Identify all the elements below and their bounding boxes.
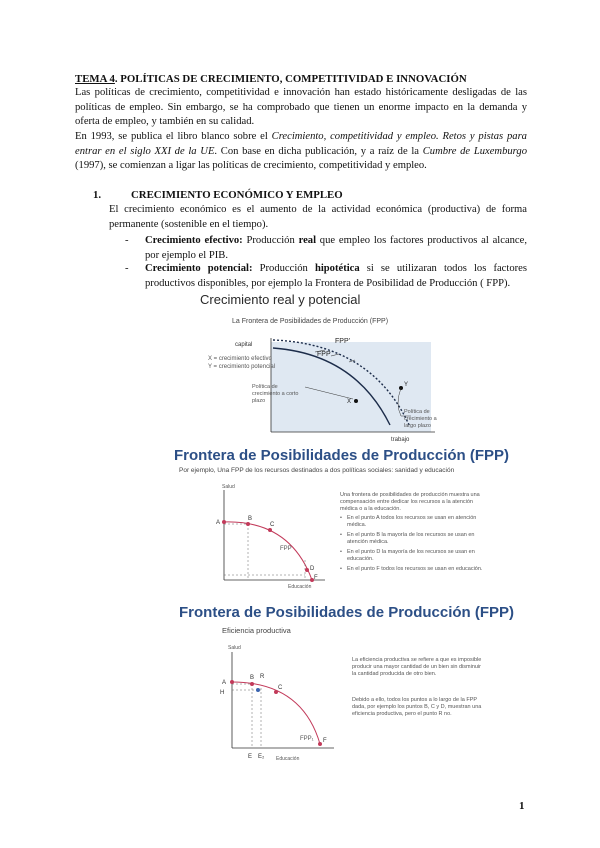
cumbre-name: Cumbre de Luxemburgo — [422, 145, 527, 157]
bullet-text: Producción — [252, 263, 315, 274]
figure3-y-label: Salud — [228, 645, 241, 651]
figure2-items — [340, 515, 490, 576]
bullet-text: si se utilizaran todos los factores productivos disponibles, por ejemplo la Frontera de Posibilidad de Producción ( FPP). — [145, 263, 527, 289]
figure2-title: Frontera de Posibilidades de Producción (FPP) — [174, 447, 510, 464]
figure3-subtitle: Eficiencia productiva — [222, 626, 291, 635]
bullet-text: Producción — [242, 235, 299, 246]
document-title — [75, 72, 467, 87]
figure2-item: • En el punto F todos los recursos se usan en educación. — [340, 566, 490, 573]
bullet-keyword: real — [298, 235, 317, 246]
section-title: CRECIMIENTO ECONÓMICO Y EMPLEO — [131, 189, 343, 201]
figure2-label-c: C — [270, 522, 275, 528]
figure2-label-d: D — [310, 566, 315, 572]
figure3-graph — [212, 640, 337, 765]
figure3-point-r — [256, 688, 260, 692]
figure3-point-f — [318, 742, 322, 746]
figure1-y-point-label: Y — [404, 382, 409, 388]
figure2-point-b — [246, 522, 250, 526]
figure2-y-label: Salud — [222, 484, 235, 490]
bullet-dash: - — [125, 263, 129, 274]
figure3-label-a: A — [222, 680, 227, 686]
figure3-text1: La eficiencia productiva se refiere a que es imposible producir una mayor cantidad de un bien sin disminuir la cantidad producida de otro bien. — [352, 657, 482, 677]
figure2-fpp-label: FPP — [280, 546, 292, 552]
intro-p2-c: (1997), se comienzan a ligar las políticas de crecimiento, competitividad y empleo. — [75, 160, 427, 171]
figure2-graph — [200, 480, 330, 595]
figure1-y-label: capital — [235, 342, 253, 348]
figure1-note-left: Política de crecimiento a corto plazo — [252, 384, 299, 404]
figure2-label-a: A — [216, 520, 221, 526]
figure1-x-point-label: X — [347, 399, 352, 405]
figure3-title: Frontera de Posibilidades de Producción (FPP) — [179, 604, 515, 621]
tema-label: TEMA 4 — [75, 73, 115, 85]
bullet-keyword: hipotética — [314, 263, 360, 274]
figure2-fpp-curve — [224, 522, 312, 580]
bullet-text: que empleo los factores productivos al alcance, por ejemplo el PIB. — [145, 235, 527, 261]
figure1-legend-x: X = crecimiento efectivo — [208, 356, 272, 362]
bullet-term: Crecimiento efectivo: — [145, 235, 243, 246]
figure2-point-d — [305, 568, 309, 572]
figure3-label-r: R — [260, 674, 265, 680]
figure3-point-b — [250, 682, 254, 686]
figure2-item: • En el punto B la mayoría de los recursos se usan en atención médica. — [340, 532, 490, 546]
figure2-item: • En el punto D la mayoría de los recursos se usan en educación. — [340, 549, 490, 563]
section-heading — [93, 188, 343, 203]
tema-title: . POLÍTICAS DE CRECIMIENTO, COMPETITIVIDAD E INNOVACIÓN — [114, 73, 467, 85]
figure1-title: Crecimiento real y potencial — [200, 292, 361, 307]
figure3-tick-e: E — [248, 754, 253, 760]
book-title: Crecimiento, competitividad y empleo. Retos y pistas para entrar en el siglo XXI de la UE — [75, 131, 527, 157]
intro-p2-b: . Con base en dicha publicación, y a raíz de la — [214, 145, 423, 157]
bullet-crecimiento-potencial — [127, 262, 527, 291]
figure3-tick-e2: E₂ — [258, 754, 265, 760]
figure2-x-label: Educación — [288, 584, 312, 590]
figure2-label-f: F — [314, 575, 318, 581]
section-number: 1. — [93, 189, 102, 201]
section-definition: El crecimiento económico es el aumento de la actividad económica (productiva) de forma permanente (sostenible en el tiempo). — [109, 204, 527, 230]
figure3-label-b: B — [250, 675, 255, 681]
figure3-point-a — [230, 680, 234, 684]
figure2-subtitle: Por ejemplo, Una FPP de los recursos destinados a dos políticas sociales: sanidad y educación — [179, 467, 455, 474]
figure1-fpp2-label: FPP' — [335, 338, 350, 345]
figure3-label-c: C — [278, 685, 283, 691]
figure2-point-a — [222, 520, 226, 524]
figure3-fpp-label: FPP₁ — [300, 736, 314, 742]
figure1-x-label: trabajo — [391, 437, 410, 443]
intro-paragraph-2 — [75, 130, 527, 174]
figure3-text2: Debido a ello, todos los puntos a lo largo de la FPP dada, por ejemplo los puntos B, C y D, muestran una eficiencia productiva, pero el punto R no. — [352, 697, 482, 717]
intro-paragraph-1: Las políticas de crecimiento, competitividad e innovación han estado históricamente desligadas de las políticas de empleo. Sin embargo, se ha comprobado que tienen un enorme impacto en la demanda y oferta de empleo, y también en su calidad. — [75, 87, 527, 127]
figure2-point-c — [268, 528, 272, 532]
figure3-label-h: H — [220, 690, 225, 696]
figure2-item: • En el punto A todos los recursos se usan en atención médica. — [340, 515, 490, 529]
figure1-legend-y: Y = crecimiento potencial — [208, 364, 276, 370]
bullet-term: Crecimiento potencial: — [145, 263, 253, 274]
bullet-crecimiento-efectivo — [127, 234, 527, 263]
page-number: 1 — [519, 800, 525, 812]
figure3-x-label: Educación — [276, 756, 300, 762]
figure2-description: Una frontera de posibilidades de producción muestra una compensación entre dedicar los recursos a la atención médica o a la educación. — [340, 492, 480, 512]
figure1-note-right: Política de crecimiento a largo plazo — [404, 409, 437, 429]
figure1-fpp1-label: FPP — [317, 351, 331, 358]
figure2-label-b: B — [248, 516, 253, 522]
intro-p2-a: En 1993, se publica el libro blanco sobre el — [75, 131, 272, 142]
bullet-dash: - — [125, 235, 129, 246]
figure3-label-f: F — [323, 738, 327, 744]
figure1-point-x — [354, 399, 358, 403]
figure1-subtitle: La Frontera de Posibilidades de Producción (FPP) — [232, 318, 389, 325]
